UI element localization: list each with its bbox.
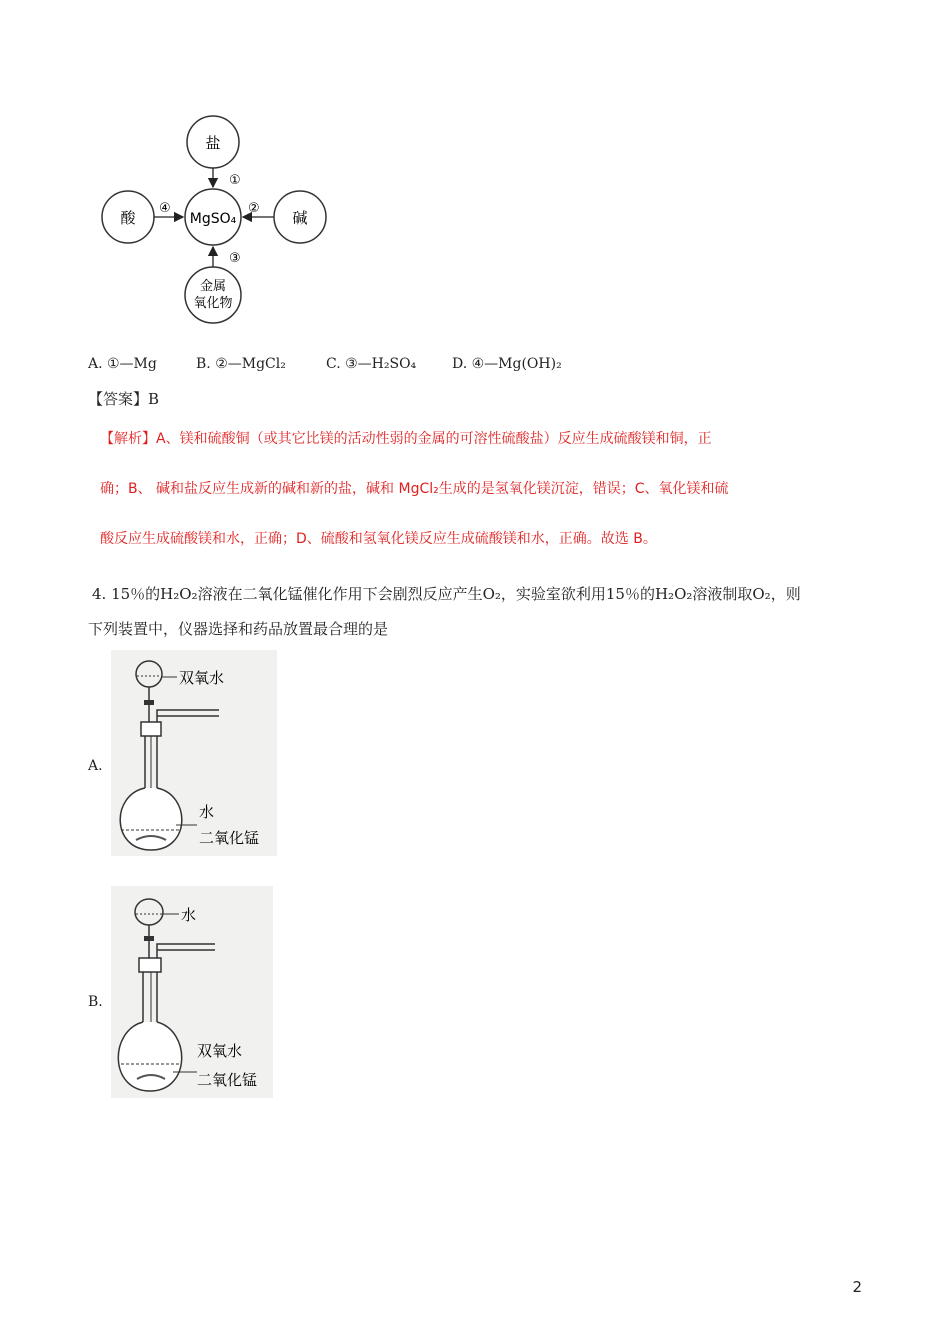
apparatus-a-liquid-label: 水 xyxy=(199,803,215,821)
mgso4-relation-diagram xyxy=(95,112,340,327)
apparatus-b-label: B. xyxy=(88,994,103,1010)
apparatus-a-solid-label: 二氧化锰 xyxy=(199,829,260,847)
base-label: 碱 xyxy=(292,209,308,227)
round-flask-icon xyxy=(120,788,182,850)
arrow-4-label: ④ xyxy=(159,201,171,216)
center-label: MgSO₄ xyxy=(189,211,237,227)
metal-oxide-node xyxy=(185,267,241,323)
round-flask-icon xyxy=(118,1022,181,1091)
stopper-icon xyxy=(141,722,161,736)
explanation-line-2: 确；B、 碱和盐反应生成新的碱和新的盐，碱和 MgCl₂生成的是氢氧化镁沉淀，错误；C、氧化镁和硫 xyxy=(100,481,729,497)
apparatus-b-solid-label: 二氧化锰 xyxy=(197,1071,258,1089)
apparatus-a-figure xyxy=(111,650,277,856)
apparatus-a-funnel-label: 双氧水 xyxy=(179,669,225,687)
option-d: D. ④—Mg(OH)₂ xyxy=(452,356,562,372)
apparatus-a-label: A. xyxy=(88,758,103,774)
answer: 【答案】B xyxy=(88,390,160,408)
option-b: B. ②—MgCl₂ xyxy=(196,356,286,372)
option-c: C. ③—H₂SO₄ xyxy=(326,356,417,372)
apparatus-b-liquid-label: 双氧水 xyxy=(197,1042,243,1060)
question-4-line-2: 下列装置中，仪器选择和药品放置最合理的是 xyxy=(88,620,389,638)
acid-label: 酸 xyxy=(120,209,136,227)
stopper-icon xyxy=(139,958,161,972)
metal-oxide-label-1: 金属 xyxy=(199,279,227,294)
page-number: 2 xyxy=(852,1278,862,1296)
explanation-line-3: 酸反应生成硫酸镁和水，正确；D、硫酸和氢氧化镁反应生成硫酸镁和水，正确。故选 B。 xyxy=(100,531,657,547)
arrow-1-label: ① xyxy=(229,173,241,188)
salt-label: 盐 xyxy=(205,134,221,152)
arrow-2-label: ② xyxy=(248,201,260,216)
explanation-line-1: 【解析】A、镁和硫酸铜（或其它比镁的活动性弱的金属的可溶性硫酸盐）反应生成硫酸镁和铜，正 xyxy=(100,431,712,447)
metal-oxide-label-2: 氧化物 xyxy=(193,296,233,311)
apparatus-b-funnel-label: 水 xyxy=(181,906,197,924)
question-4-line-1: 4. 15％的H₂O₂溶液在二氧化锰催化作用下会剧烈反应产生O₂，实验室欲利用15％的H₂O₂溶液制取O₂，则 xyxy=(92,585,801,603)
option-a: A. ①—Mg xyxy=(88,356,157,372)
apparatus-b-figure xyxy=(111,886,273,1098)
arrow-3-label: ③ xyxy=(229,251,241,266)
